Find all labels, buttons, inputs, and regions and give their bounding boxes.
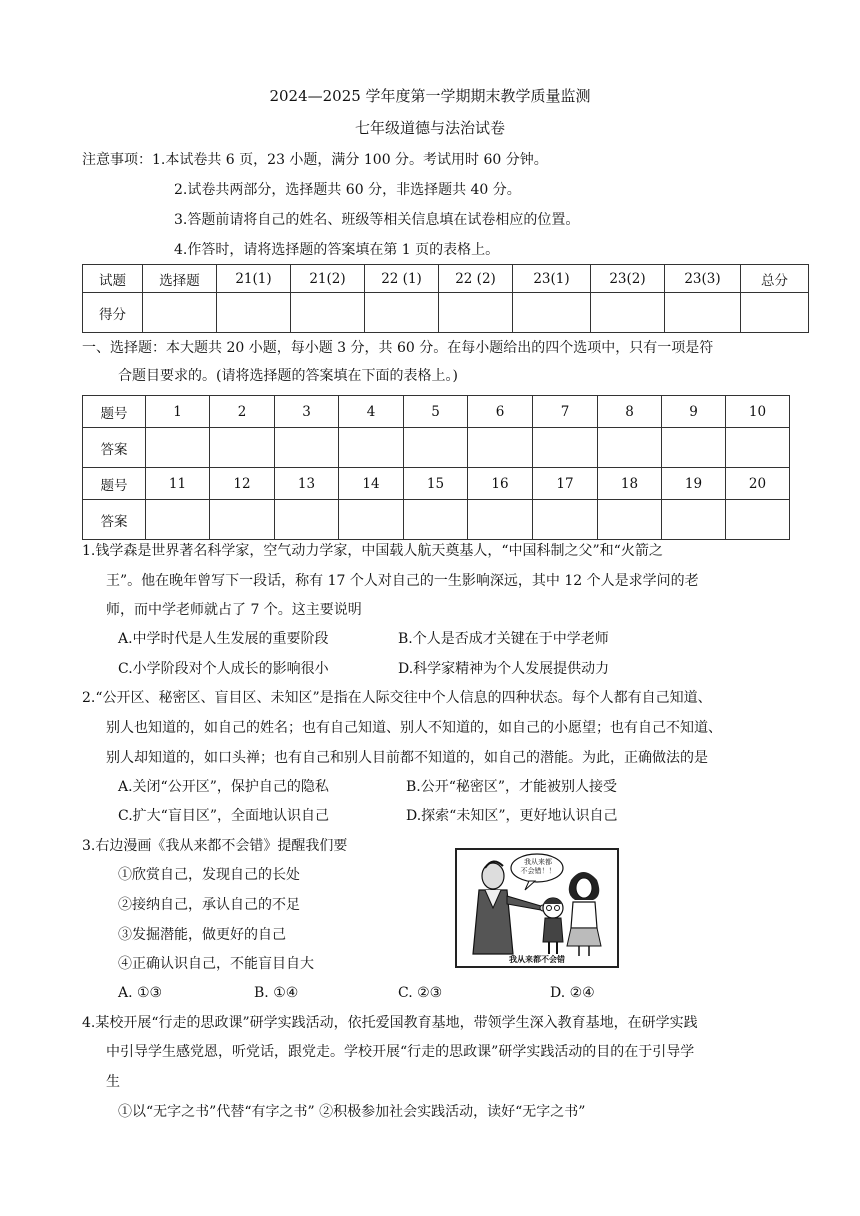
score-blank-cell[interactable] <box>291 293 365 333</box>
answer-blank-cell[interactable] <box>533 428 598 468</box>
answer-blank-cell[interactable] <box>404 500 468 540</box>
answer-blank-cell[interactable] <box>146 500 210 540</box>
question-number-cell: 4 <box>339 396 404 428</box>
question-number-cell: 1 <box>146 396 210 428</box>
q1-stem-line: 1.钱学森是世界著名科学家，空气动力学家，中国载人航天奠基人，“中国科制之父”和“火箭之 <box>82 543 663 559</box>
score-header-cell: 22 (2) <box>439 265 513 293</box>
q2-option-b[interactable]: B.公开“秘密区”，才能被别人接受 <box>406 779 618 795</box>
cartoon-bubble-line: 我从来都 <box>524 858 552 866</box>
note-4: 4.作答时，请将选择题的答案填在第 1 页的表格上。 <box>174 242 500 258</box>
question-number-cell: 17 <box>533 468 598 500</box>
answer-row-label: 答案 <box>83 500 146 540</box>
note-2: 2.试卷共两部分，选择题共 60 分，非选择题共 40 分。 <box>174 182 521 198</box>
q3-item: ②接纳自己，承认自己的不足 <box>118 897 300 913</box>
question-number-cell: 14 <box>339 468 404 500</box>
question-number-cell: 11 <box>146 468 210 500</box>
q1-option-c[interactable]: C.小学阶段对个人成长的影响很小 <box>118 661 329 677</box>
score-blank-cell[interactable] <box>591 293 665 333</box>
cartoon-bubble-line: 不会错！！ <box>520 867 556 875</box>
q1-option-b[interactable]: B.个人是否成才关键在于中学老师 <box>398 631 609 647</box>
question-number-cell: 19 <box>662 468 726 500</box>
score-header-cell: 选择题 <box>143 265 217 293</box>
score-blank-cell[interactable] <box>665 293 741 333</box>
answer-blank-cell[interactable] <box>339 500 404 540</box>
question-number-cell: 2 <box>210 396 275 428</box>
answer-blank-cell[interactable] <box>339 428 404 468</box>
note-3: 3.答题前请将自己的姓名、班级等相关信息填在试卷相应的位置。 <box>174 212 580 228</box>
answer-blank-cell[interactable] <box>533 500 598 540</box>
question-number-cell: 20 <box>726 468 790 500</box>
q3-option-c[interactable]: C. ②③ <box>398 985 443 1001</box>
question-number-cell: 16 <box>468 468 533 500</box>
score-blank-cell[interactable] <box>741 293 809 333</box>
q3-option-d[interactable]: D. ②④ <box>550 985 595 1001</box>
answer-blank-cell[interactable] <box>404 428 468 468</box>
answer-blank-cell[interactable] <box>210 428 275 468</box>
score-blank-cell[interactable] <box>513 293 591 333</box>
q3-option-b[interactable]: B. ①④ <box>254 985 299 1001</box>
score-header-cell: 22 (1) <box>365 265 439 293</box>
answer-blank-cell[interactable] <box>598 500 662 540</box>
answer-blank-cell[interactable] <box>210 500 275 540</box>
section1-heading-cont: 合题目要求的。(请将选择题的答案填在下面的表格上。) <box>118 368 458 384</box>
answer-row-label: 答案 <box>83 428 146 468</box>
score-header-cell: 23(2) <box>591 265 665 293</box>
answer-blank-cell[interactable] <box>726 500 790 540</box>
score-header-cell: 23(3) <box>665 265 741 293</box>
question-number-cell: 10 <box>726 396 790 428</box>
score-header-cell: 23(1) <box>513 265 591 293</box>
score-blank-cell[interactable] <box>143 293 217 333</box>
answer-blank-cell[interactable] <box>275 500 339 540</box>
answer-table <box>82 395 790 540</box>
q3-item: ①欣赏自己，发现自己的长处 <box>118 867 300 883</box>
q1-stem-line: 师，而中学老师就占了 7 个。这主要说明 <box>106 602 362 618</box>
question-number-cell: 13 <box>275 468 339 500</box>
q3-stem: 3.右边漫画《我从来都不会错》提醒我们要 <box>82 838 348 854</box>
question-number-cell: 5 <box>404 396 468 428</box>
q1-stem-line: 王”。他在晚年曾写下一段话，称有 17 个人对自己的一生影响深远，其中 12 个人是求学问的老 <box>106 573 699 589</box>
q3-option-a[interactable]: A. ①③ <box>118 985 163 1001</box>
answer-blank-cell[interactable] <box>468 428 533 468</box>
answer-blank-cell[interactable] <box>662 428 726 468</box>
q1-option-d[interactable]: D.科学家精神为个人发展提供动力 <box>398 661 610 677</box>
answer-blank-cell[interactable] <box>598 428 662 468</box>
q1-option-a[interactable]: A.中学时代是人生发展的重要阶段 <box>118 631 329 647</box>
q4-items: ①以“无字之书”代替“有字之书” ②积极参加社会实践活动，读好“无字之书” <box>118 1104 586 1120</box>
score-blank-cell[interactable] <box>439 293 513 333</box>
q2-option-c[interactable]: C.扩大“盲目区”，全面地认识自己 <box>118 808 329 824</box>
question-number-cell: 8 <box>598 396 662 428</box>
exam-title: 2024—2025 学年度第一学期期末教学质量监测 <box>269 87 591 105</box>
question-number-cell: 3 <box>275 396 339 428</box>
score-header-cell: 总分 <box>741 265 809 293</box>
exam-subtitle: 七年级道德与法治试卷 <box>354 119 505 137</box>
answer-row-label: 题号 <box>83 468 146 500</box>
q2-option-a[interactable]: A.关闭“公开区”，保护自己的隐私 <box>118 779 329 795</box>
question-number-cell: 9 <box>662 396 726 428</box>
answer-row-label: 题号 <box>83 396 146 428</box>
answer-blank-cell[interactable] <box>726 428 790 468</box>
question-number-cell: 7 <box>533 396 598 428</box>
cartoon-illustration <box>455 848 619 968</box>
question-number-cell: 15 <box>404 468 468 500</box>
question-number-cell: 12 <box>210 468 275 500</box>
section1-heading: 一、选择题：本大题共 20 小题，每小题 3 分，共 60 分。在每小题给出的四个选项中，只有一项是符 <box>82 340 714 356</box>
score-row-label: 得分 <box>83 293 143 333</box>
q2-stem-line: 别人也知道的，如自己的姓名；也有自己知道、别人不知道的，如自己的小愿望；也有自己不知道、 <box>106 720 722 736</box>
q4-stem-line: 生 <box>106 1074 120 1090</box>
answer-blank-cell[interactable] <box>662 500 726 540</box>
answer-blank-cell[interactable] <box>275 428 339 468</box>
score-table <box>82 264 809 333</box>
score-blank-cell[interactable] <box>217 293 291 333</box>
q2-stem-line: 别人却知道的，如口头禅；也有自己和别人目前都不知道的，如自己的潜能。为此，正确做法的是 <box>106 750 708 766</box>
q2-stem-line: 2.“公开区、秘密区、盲目区、未知区”是指在人际交往中个人信息的四种状态。每个人都有自己知道、 <box>82 690 712 706</box>
q4-stem-line: 4.某校开展“行走的思政课”研学实践活动，依托爱国教育基地，带领学生深入教育基地，在研学实践 <box>82 1015 698 1031</box>
question-number-cell: 18 <box>598 468 662 500</box>
cartoon-bubble-text <box>517 858 559 876</box>
note-1: 注意事项：1.本试卷共 6 页，23 小题，满分 100 分。考试用时 60 分钟。 <box>82 152 548 168</box>
score-header-cell: 21(2) <box>291 265 365 293</box>
q3-item: ③发掘潜能，做更好的自己 <box>118 927 286 943</box>
q4-stem-line: 中引导学生感党恩，听党话，跟党走。学校开展“行走的思政课”研学实践活动的目的在于引导学 <box>106 1044 695 1060</box>
answer-blank-cell[interactable] <box>146 428 210 468</box>
answer-blank-cell[interactable] <box>468 500 533 540</box>
q3-item: ④正确认识自己，不能盲目自大 <box>118 956 314 972</box>
score-blank-cell[interactable] <box>365 293 439 333</box>
cartoon-caption: 我从来都不会错 <box>509 955 565 964</box>
q2-option-d[interactable]: D.探索“未知区”，更好地认识自己 <box>406 808 618 824</box>
score-header-cell: 21(1) <box>217 265 291 293</box>
score-header-cell: 试题 <box>83 265 143 293</box>
question-number-cell: 6 <box>468 396 533 428</box>
